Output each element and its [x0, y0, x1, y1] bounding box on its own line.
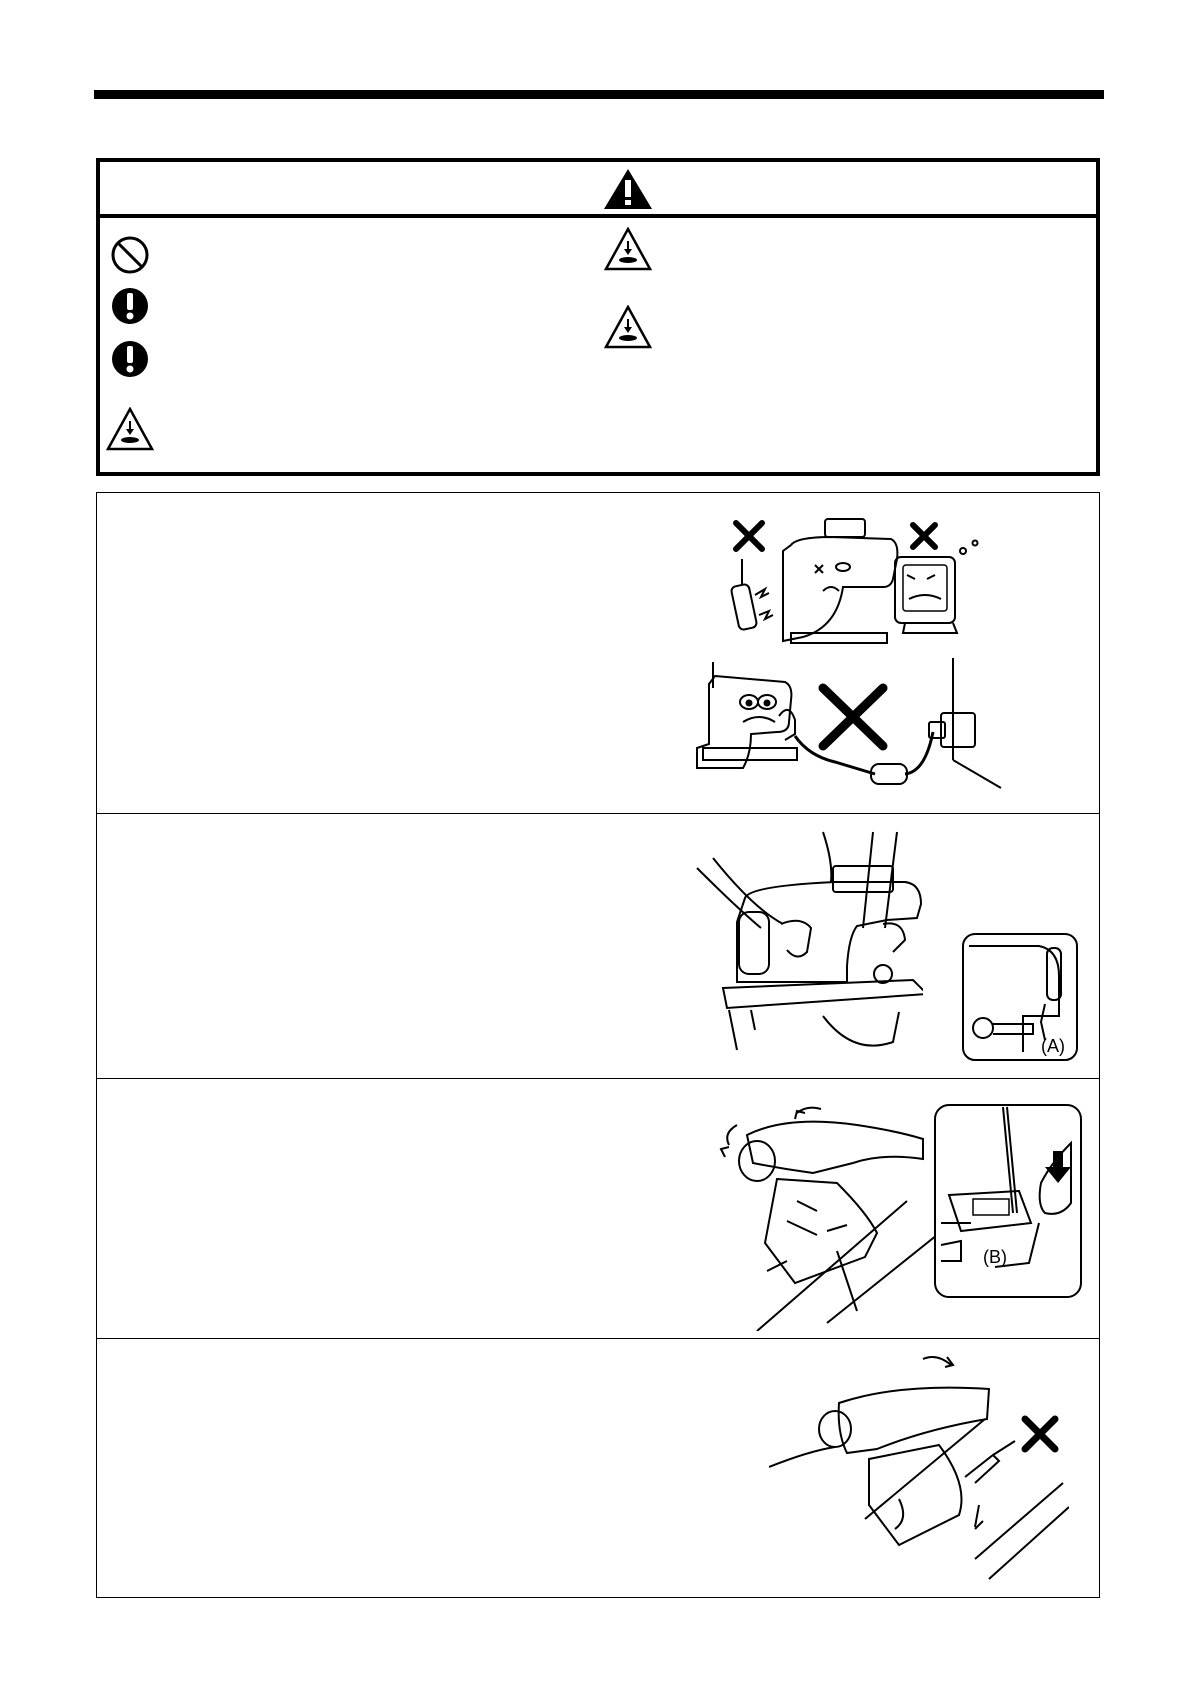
warning-box [96, 158, 1100, 476]
warning-triangle-icon [602, 167, 654, 211]
hand-injury-warning-icon [604, 227, 652, 271]
wall-outlet-icon [929, 658, 1001, 788]
detail-inset-a [961, 932, 1079, 1062]
illustration-interference [695, 515, 1015, 655]
mandatory-action-icon [110, 339, 150, 379]
sewing-machine-face-icon [697, 662, 797, 768]
cross-mark-icon [1025, 1419, 1055, 1449]
panel-interference [96, 492, 1100, 814]
cross-mark-icon [913, 525, 935, 547]
illustration-carrying-machine [693, 828, 923, 1063]
cross-mark-icon [736, 523, 762, 549]
callout-label-b: (B) [983, 1247, 1007, 1267]
sewing-machine-face-icon [783, 519, 897, 643]
radio-icon [731, 559, 773, 630]
detail-inset-b [933, 1103, 1083, 1299]
cross-mark-icon [823, 688, 883, 746]
mandatory-action-icon [110, 286, 150, 326]
callout-label-a: (A) [1041, 1036, 1065, 1056]
hand-injury-warning-icon [106, 407, 154, 451]
panel-tilting [96, 1078, 1100, 1339]
hand-injury-warning-icon [604, 305, 652, 349]
panel-lifting [96, 813, 1100, 1079]
prohibition-icon [110, 235, 150, 275]
top-rule [94, 90, 1104, 99]
illustration-power-cord [693, 658, 1023, 813]
monitor-face-icon [895, 541, 978, 634]
panel-screwdriver [96, 1338, 1100, 1598]
ferrite-core-icon [871, 764, 907, 784]
illustration-tilting-head [717, 1101, 942, 1331]
illustration-tilting-screwdriver [769, 1349, 1069, 1585]
warning-header [100, 162, 1096, 218]
